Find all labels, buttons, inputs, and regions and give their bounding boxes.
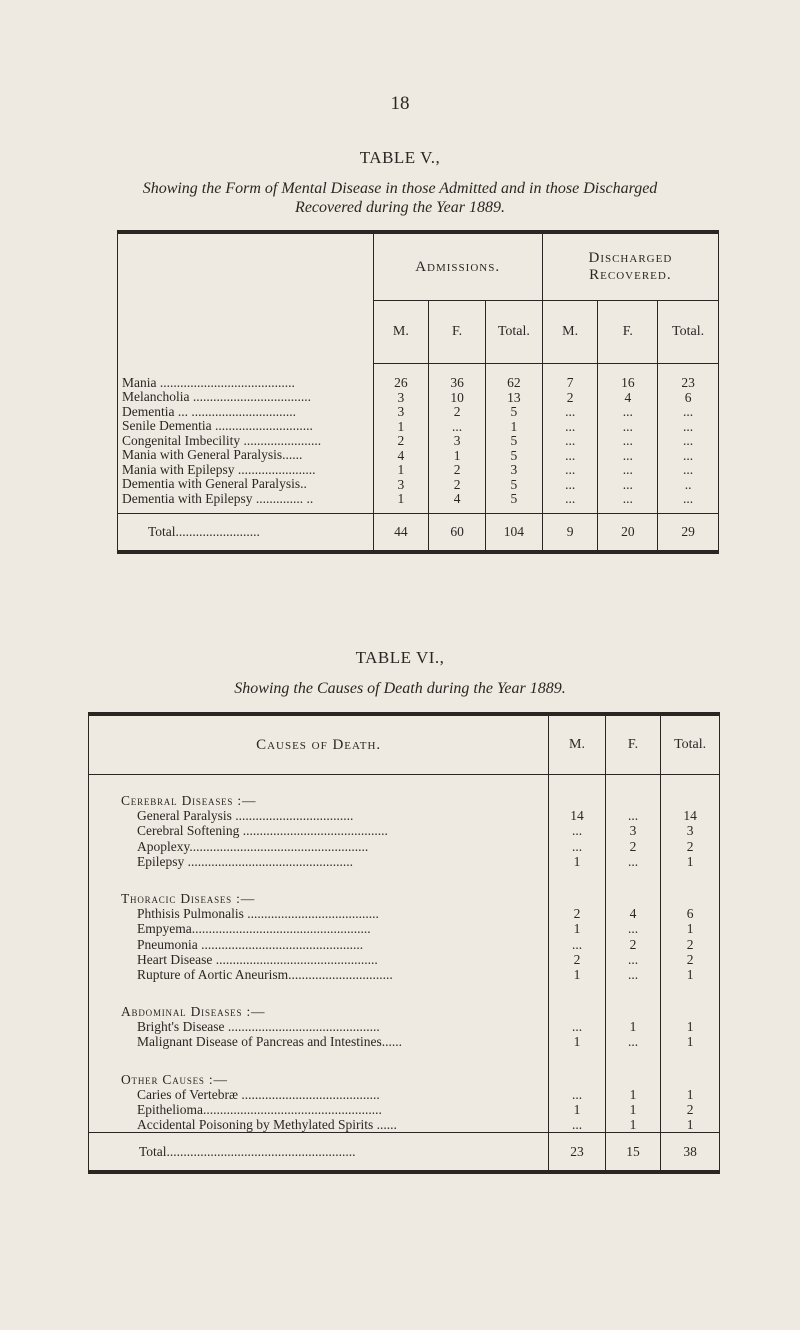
table5-cell-af: 4 bbox=[453, 492, 461, 506]
table5-cell-dt: ... bbox=[683, 434, 694, 448]
table6-cell-f: ... bbox=[627, 1034, 639, 1050]
table6-body bbox=[89, 775, 720, 1133]
table5-row-name: Mania with Epilepsy ....................... bbox=[122, 462, 316, 477]
table6-cell-t: 1 bbox=[686, 853, 694, 869]
table5-cell-dm: ... bbox=[565, 405, 576, 419]
table6-cell-t: 1 bbox=[686, 921, 694, 937]
table6-cell-f: ... bbox=[627, 966, 639, 982]
table6-cell-m: 1 bbox=[573, 921, 581, 937]
table6-category-heading: Abdominal Diseases :— bbox=[121, 1004, 266, 1020]
table6-empty-cell bbox=[606, 793, 661, 808]
table5-cell-am: 3 bbox=[397, 477, 405, 492]
table5-row-name: Mania with General Paralysis...... bbox=[122, 448, 303, 462]
table5-total-dis-f: 20 bbox=[598, 513, 658, 552]
table6-empty-cell bbox=[549, 1004, 605, 1019]
table5 bbox=[117, 230, 719, 554]
table5-disease-names bbox=[118, 364, 374, 514]
table5-cell-at: 5 bbox=[510, 448, 518, 463]
table5-cell-am: 3 bbox=[397, 390, 405, 405]
table6-cause-name: Heart Disease ................................................ bbox=[137, 951, 378, 967]
table5-dis-f-values bbox=[598, 364, 658, 514]
table6-cause-name: Cerebral Softening ........................................... bbox=[137, 823, 388, 839]
table5-dis-total-values bbox=[658, 364, 719, 514]
table6-cell-m: ... bbox=[571, 936, 583, 952]
table6-cell-f: 2 bbox=[629, 936, 637, 952]
table6-cell-t: 2 bbox=[686, 838, 694, 854]
table5-total-label: Total......................... bbox=[118, 513, 374, 552]
table6-spacer bbox=[123, 1050, 548, 1072]
table6-cell-f: 2 bbox=[629, 838, 637, 854]
table5-row-name: Dementia with General Paralysis.. bbox=[122, 477, 307, 491]
table6-empty-cell bbox=[606, 891, 661, 906]
table5-cell-df: ... bbox=[622, 405, 633, 419]
table5-cell-dt: ... bbox=[683, 463, 694, 477]
table6-cell-f: ... bbox=[627, 808, 639, 824]
table6-spacer bbox=[661, 1050, 719, 1072]
table5-title: TABLE V., bbox=[359, 148, 441, 167]
table6-cause-name: Caries of Vertebræ ......................................... bbox=[137, 1086, 380, 1102]
table5-cell-af: 36 bbox=[450, 376, 464, 390]
table5-cell-df: ... bbox=[622, 477, 633, 492]
page-number: 18 bbox=[390, 93, 410, 114]
table5-cell-am: 1 bbox=[397, 463, 405, 477]
table6-total-row bbox=[89, 1133, 720, 1173]
table5-cell-dt: .. bbox=[684, 477, 692, 492]
table6-category-heading: Thoracic Diseases :— bbox=[121, 890, 256, 906]
table5-cell-am: 2 bbox=[397, 434, 405, 448]
table6-cell-t: 6 bbox=[686, 906, 694, 922]
table6-cell-t: 2 bbox=[686, 1102, 694, 1117]
table5-cell-at: 5 bbox=[510, 492, 518, 506]
table5-row-name: Congenital Imbecility ....................... bbox=[122, 433, 322, 448]
table5-subtitle-1: Showing the Form of Mental Disease in those Admitted and in those Discharged bbox=[142, 180, 658, 197]
table6-empty-cell bbox=[549, 793, 605, 808]
table6-cell-t: 1 bbox=[686, 1117, 694, 1133]
table6-cell-t: 3 bbox=[686, 823, 694, 839]
table5-cell-am: 26 bbox=[394, 376, 408, 390]
table6-cell-m: 1 bbox=[573, 853, 581, 869]
table5-cell-df: 4 bbox=[624, 390, 632, 405]
table6-total-f: 15 bbox=[605, 1133, 661, 1173]
table5-cell-af: 3 bbox=[453, 434, 461, 448]
table6-cell-m: ... bbox=[571, 823, 583, 839]
table6-col-f: F. bbox=[605, 714, 661, 775]
table5-total-row bbox=[118, 513, 719, 552]
table5-cell-at: 62 bbox=[507, 376, 521, 390]
table6-empty-cell bbox=[606, 1004, 661, 1019]
table5-cell-dm: 7 bbox=[566, 376, 574, 390]
table5-cell-af: 10 bbox=[450, 390, 464, 405]
table5-cell-df: ... bbox=[622, 419, 633, 434]
table5-total-dis-total: 29 bbox=[658, 513, 719, 552]
table6-spacer bbox=[606, 869, 661, 891]
table6-category-heading: Other Causes :— bbox=[121, 1071, 228, 1087]
table6-cause-name: Accidental Poisoning by Methylated Spirits ...... bbox=[137, 1117, 397, 1133]
table6-spacer bbox=[606, 982, 661, 1004]
table5-cell-dt: 6 bbox=[684, 390, 692, 405]
table6-cell-f: ... bbox=[627, 921, 639, 937]
table5-cell-df: ... bbox=[622, 448, 633, 463]
table5-cell-dm: ... bbox=[565, 419, 576, 434]
table6-empty-cell bbox=[661, 891, 719, 906]
table6-title: TABLE VI., bbox=[355, 648, 445, 667]
table6-spacer bbox=[549, 982, 605, 1004]
table5-total-adm-m: 44 bbox=[373, 513, 429, 552]
table5-subtitle-2: Recovered during the Year 1889. bbox=[295, 199, 505, 216]
table6-cell-t: 1 bbox=[686, 1019, 694, 1035]
table6-cell-m: 14 bbox=[570, 808, 584, 824]
table5-cell-af: 2 bbox=[453, 405, 461, 419]
table5-adm-m-values bbox=[373, 364, 429, 514]
table6-cell-f: 1 bbox=[629, 1102, 637, 1117]
table6-cell-m: ... bbox=[571, 1086, 583, 1102]
table6-cause-name: Rupture of Aortic Aneurism............................... bbox=[137, 966, 393, 982]
table6-total-label: Total........................................................ bbox=[89, 1133, 549, 1173]
table6-causes-header: Causes of Death. bbox=[89, 714, 549, 775]
table5-total-adm-f: 60 bbox=[429, 513, 486, 552]
table5-discharged-line1: Discharged bbox=[588, 250, 673, 266]
table6-spacer bbox=[549, 1050, 605, 1072]
table6-cell-m: 1 bbox=[573, 966, 581, 982]
table6-cause-name: Empyema..................................................... bbox=[137, 921, 371, 937]
table5-row-name: Senile Dementia ............................. bbox=[122, 419, 313, 433]
table5-cell-af: 2 bbox=[453, 477, 461, 492]
table6-spacer bbox=[661, 982, 719, 1004]
table5-cell-df: ... bbox=[622, 463, 633, 477]
table6-spacer bbox=[606, 1050, 661, 1072]
table6-empty-cell bbox=[606, 1072, 661, 1087]
table5-cell-at: 5 bbox=[510, 434, 518, 448]
table6-cell-t: 1 bbox=[686, 1034, 694, 1050]
table6-empty-cell bbox=[661, 1004, 719, 1019]
table6-cause-name: Epithelioma..................................................... bbox=[137, 1102, 382, 1117]
table6-total-t: 38 bbox=[661, 1133, 720, 1173]
table5-cell-dt: 23 bbox=[681, 376, 695, 390]
table6-cell-m: ... bbox=[571, 838, 583, 854]
table5-col-dis-m: M. bbox=[542, 301, 598, 364]
table6-empty-cell bbox=[661, 793, 719, 808]
table6-cell-m: 2 bbox=[573, 951, 581, 967]
table5-admissions-header: Admissions. bbox=[373, 232, 542, 301]
table6-total-m: 23 bbox=[549, 1133, 606, 1173]
table6-empty-cell bbox=[549, 891, 605, 906]
table6-total-values bbox=[661, 775, 720, 1133]
table5-cell-at: 5 bbox=[510, 405, 518, 419]
table5-cell-at: 1 bbox=[510, 419, 518, 434]
table5-adm-total-values bbox=[485, 364, 542, 514]
table5-discharged-line2: Recovered. bbox=[589, 267, 672, 283]
table5-cell-am: 4 bbox=[397, 448, 405, 463]
table6-cell-t: 2 bbox=[686, 951, 694, 967]
table6-cell-t: 1 bbox=[686, 966, 694, 982]
table6-cell-t: 14 bbox=[683, 808, 697, 824]
table5-cell-dm: ... bbox=[565, 448, 576, 463]
table5-cell-dm: 2 bbox=[566, 390, 574, 405]
table5-blank-header bbox=[118, 232, 374, 364]
table6-cell-f: 1 bbox=[629, 1086, 637, 1102]
table5-cell-at: 13 bbox=[507, 390, 521, 405]
table5-cell-dt: ... bbox=[683, 405, 694, 419]
table5-discharged-header bbox=[542, 232, 718, 301]
table5-adm-f-values bbox=[429, 364, 486, 514]
table6-cell-t: 1 bbox=[686, 1086, 694, 1102]
table5-cell-af: ... bbox=[452, 419, 463, 434]
table5-row-name: Melancholia ................................... bbox=[122, 390, 311, 404]
table6-cause-name: Malignant Disease of Pancreas and Intestines...... bbox=[137, 1034, 403, 1050]
table6-cause-name: Pneumonia ................................................ bbox=[137, 936, 364, 952]
table5-row-name: Dementia ... ............................... bbox=[122, 404, 296, 419]
table6-empty-cell bbox=[661, 1072, 719, 1087]
table5-cell-am: 1 bbox=[397, 419, 405, 434]
table6-cause-names bbox=[89, 775, 549, 1133]
table5-cell-at: 5 bbox=[510, 477, 518, 492]
table6-cause-name: General Paralysis ................................... bbox=[137, 808, 354, 824]
table5-cell-dm: ... bbox=[565, 463, 576, 477]
table6-m-values bbox=[549, 775, 606, 1133]
table5-cell-dt: ... bbox=[683, 448, 694, 463]
table6-spacer bbox=[661, 869, 719, 891]
table5-cell-af: 1 bbox=[453, 448, 461, 463]
table6-f-values bbox=[605, 775, 661, 1133]
table5-cell-dt: ... bbox=[683, 419, 694, 434]
table6-spacer bbox=[123, 982, 548, 1004]
table5-cell-at: 3 bbox=[510, 463, 518, 477]
table6-empty-cell bbox=[549, 1072, 605, 1087]
table6-cause-name: Phthisis Pulmonalis ....................................... bbox=[137, 906, 379, 922]
table6-spacer bbox=[549, 869, 605, 891]
table6-cell-m: 2 bbox=[573, 906, 581, 922]
table5-row-name: Dementia with Epilepsy .............. .. bbox=[122, 491, 314, 506]
table6-cell-m: 1 bbox=[573, 1102, 581, 1117]
table5-total-adm-total: 104 bbox=[485, 513, 542, 552]
table5-cell-dm: ... bbox=[565, 492, 576, 506]
table5-dis-m-values bbox=[542, 364, 598, 514]
table5-row-name: Mania ........................................ bbox=[122, 375, 295, 390]
table6-cell-f: ... bbox=[627, 853, 639, 869]
table5-total-dis-m: 9 bbox=[542, 513, 598, 552]
table5-cell-df: ... bbox=[622, 434, 633, 448]
table5-col-dis-f: F. bbox=[598, 301, 658, 364]
table6-cause-name: Epilepsy ................................................. bbox=[137, 853, 353, 869]
table6-cell-f: 4 bbox=[629, 906, 637, 922]
table5-cell-dt: ... bbox=[683, 492, 694, 506]
table6-cell-m: 1 bbox=[573, 1034, 581, 1050]
table6-cause-name: Apoplexy..................................................... bbox=[137, 838, 369, 854]
table5-cell-df: ... bbox=[622, 492, 633, 506]
table6-cause-name: Bright's Disease ............................................. bbox=[137, 1019, 380, 1035]
table6-col-total: Total. bbox=[661, 714, 720, 775]
table6-category-heading: Cerebral Diseases :— bbox=[121, 793, 257, 808]
table6-cell-f: 1 bbox=[629, 1117, 637, 1133]
table6-cell-f: ... bbox=[627, 951, 639, 967]
table6-cell-m: ... bbox=[571, 1019, 583, 1035]
table6-subtitle: Showing the Causes of Death during the Year 1889. bbox=[234, 680, 566, 697]
table6-cell-f: 3 bbox=[629, 823, 637, 839]
table5-cell-af: 2 bbox=[453, 463, 461, 477]
table5-cell-dm: ... bbox=[565, 477, 576, 492]
table5-cell-am: 1 bbox=[397, 492, 405, 506]
table6-spacer bbox=[123, 869, 548, 891]
table5-col-adm-total: Total. bbox=[485, 301, 542, 364]
table5-col-adm-m: M. bbox=[373, 301, 429, 364]
table6-cell-m: ... bbox=[571, 1117, 583, 1133]
table5-cell-df: 16 bbox=[621, 376, 635, 390]
table5-cell-dm: ... bbox=[565, 434, 576, 448]
table6 bbox=[88, 712, 720, 1174]
table5-col-dis-total: Total. bbox=[658, 301, 719, 364]
table5-col-adm-f: F. bbox=[429, 301, 486, 364]
table6-col-m: M. bbox=[549, 714, 606, 775]
table6-cell-t: 2 bbox=[686, 936, 694, 952]
table5-body bbox=[118, 364, 719, 514]
table5-cell-am: 3 bbox=[397, 405, 405, 419]
table6-cell-f: 1 bbox=[629, 1019, 637, 1035]
